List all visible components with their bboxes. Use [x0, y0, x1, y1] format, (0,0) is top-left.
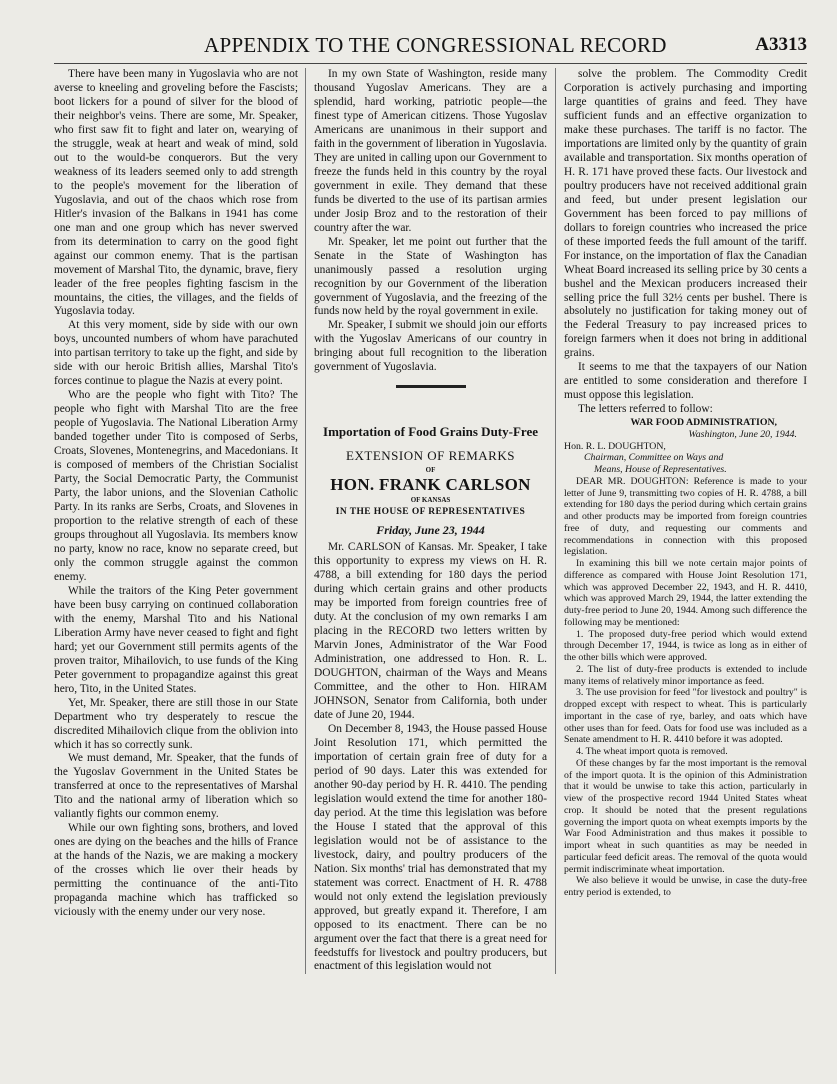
page-header: [54, 33, 807, 64]
section-date: Friday, June 23, 1944: [376, 522, 485, 537]
speaker-state: OF KANSAS: [410, 495, 451, 504]
paragraph: Mr. Speaker, I submit we should join our efforts with the Yugoslav Americans of our country in bringing about full recognition to the liberation government of Yugoslavia.: [313, 319, 548, 374]
letter-paragraph: In examining this bill we note certain major points of difference as compared with House Joint Resolution 171, which was approved December 22, 1943, and H. R. 4410, which was approved March 29, 1944, the latter extending the duty-free period to June 20, 1944. Among such difference the following may be mentioned:: [564, 558, 807, 628]
paragraph: There have been many in Yugoslavia who are not averse to kneeling and groveling before the Fascists; boot lickers for a pound of silver for the blood of their neighbor's veins. There are some, Mr. Speaker, who first saw fit to fight and later on, wearying of the struggle, weak at heart and weak of mind, sold out to the would-be conquerors. But the very weakness of its leaders seemed only to add strength to the people's movement for the liberation of Yugoslavia, and out of the chaos which rose from Hitler's invasion of the Balkans in 1941 has come one man and one group which has never swerved from its determination to carry on the good fight against our common enemy. That is the partisan movement of Marshal Tito, the dynamic, brave, fiery leader of the free peoples fighting fascism in the mountains, the cities, the villages, and the fields of Yugoslavia today.: [54, 68, 298, 318]
paragraph: At this very moment, side by side with our own boys, uncounted numbers of whom have parachuted into partisan territory to take up the fight, and side by side with our heroic British allies, Marshal Tito's forces continue to plague the Nazis at every point.: [54, 319, 298, 388]
letter-recipient-role: Chairman, Committee on Ways and: [584, 452, 724, 464]
paragraph: solve the problem. The Commodity Credit Corporation is actively purchasing and importing large quantities of grains and feed. They have sufficient funds and an effective organization to make these purchases. The tariff is no factor. The importations are limited only by the quantity of grain available and transportation. Six months operation of H. R. 171 have proved these facts. Our livestock and poultry producers have not received additional grain and feed, but under present legislation our Government has been forced to pay millions of dollars to foreign countries who increased the price of these imported feeds the full amount of the tariff. For instance, on the importation of flax the Canadian Wheat Board increased its selling price by 30 cents a bushel and the Mexican producers increased their selling price the full 32½ cents per bushel. There is absolutely no justification for taking money out of the Federal Treasury to pay increased prices to foreign farmers when it does not bring in additional grains.: [564, 68, 807, 360]
letter-org: WAR FOOD ADMINISTRATION,: [630, 417, 777, 429]
paragraph: It seems to me that the taxpayers of our Nation are entitled to some consideration and therefore I must oppose this legislation.: [564, 361, 807, 402]
extension-heading: EXTENSION OF REMARKS: [346, 448, 515, 464]
letter-dateline: Washington, June 20, 1944.: [688, 428, 797, 440]
paragraph: The letters referred to follow:: [578, 403, 713, 416]
letter-paragraph: 4. The wheat import quota is removed.: [576, 746, 728, 758]
letter-recipient-role: Means, House of Representatives.: [594, 464, 727, 476]
column-2: [305, 68, 556, 974]
chamber-heading: IN THE HOUSE OF REPRESENTATIVES: [335, 507, 526, 518]
paragraph: In my own State of Washington, reside many thousand Yugoslav Americans. They are a splendid, hard working, patriotic people—the finest type of American citizens. Those Yugoslav Americans are unanimous in their support and faith in the government of liberation in Yugoslavia. They are united in calling upon our Government to freeze the funds held in this country by the royal government in exile. They demand that these funds be diverted to the use of its partisan armies under Josip Broz and to the restoration of their country after the war.: [313, 68, 548, 234]
letter-paragraph: We also believe it would be unwise, in case the duty-free entry period is extended, to: [564, 875, 807, 899]
column-1: [54, 68, 305, 974]
paragraph: Mr. Speaker, let me point out further that the Senate in the State of Washington has unanimously passed a resolution urging recognition by our Government of the liberation government of Yugoslavia, and the freezing of the funds now held by the royal government in exile.: [313, 235, 548, 318]
letter-paragraph: 1. The proposed duty-free period which would extend through December 17, 1944, is twice as long as in either of the other bills which were approved.: [564, 628, 807, 664]
letter-paragraph: 3. The use provision for feed "for livestock and poultry" is dropped except with respect to wheat. This is particularly important in the case of rye, barley, and oats which have other uses than for feed. Oats for food use was included as a Senate amendment to H. R. 4410 before it was adopted.: [564, 687, 807, 746]
paragraph: We must demand, Mr. Speaker, that the funds of the Yugoslav Government in the United States be transferred at once to the representatives of Marshal Tito and the national army of liberation which so valiantly fights our common enemy.: [54, 752, 298, 821]
page-title: APPENDIX TO THE CONGRESSIONAL RECORD: [204, 33, 667, 57]
paragraph: Mr. CARLSON of Kansas. Mr. Speaker, I take this opportunity to express my views on H. R. 4788, a bill extending for 180 days the period during which certain grains and other products may be imported from foreign countries free of duty. At the conclusion of my own remarks I am placing in the RECORD two letters written by Marvin Jones, Administrator of the War Food Administration, one addressed to Hon. R. L. DOUGHTON, chairman of the Ways and Means Committee, and the other to Hon. HIRAM JOHNSON, Senator from California, both under date of June 20, 1944.: [313, 541, 548, 722]
section-title: Importation of Food Grains Duty-Free: [323, 424, 538, 440]
paragraph: While the traitors of the King Peter government have been busy carrying on continued collaboration with the enemy, Marshal Tito and his National Liberation Army have never ceased to fight and fight hard; yet our Government still permits agents of the proven traitor, Mihailovich, to use funds of the King Peter government to propagandize against this great hero, Tito, in the United States.: [54, 584, 298, 695]
page-number: A3313: [755, 34, 807, 55]
letter-paragraph: 2. The list of duty-free products is extended to include many items of relatively minor importance as feed.: [564, 663, 807, 687]
paragraph: Who are the people who fight with Tito? The people who fight with Marshal Tito are the free people of Yugoslavia. The National Liberation Army banded together under Tito is composed of Serbs, Croats, Slovenes, Montenegrins, and Macedonians. It is composed of members of the Christian Socialist Party, the Social Democratic Party, the Communist Party, the labor unions, and the Slovenian Catholic Party. In its ranks are Serbs, Croats, and Slovenes in proportion to the relative strength of each of these groups throughout all Yugoslavia. Its members know no party, know no race, know no separate creed, but only the common struggle against the common enemy.: [54, 389, 298, 583]
speaker-name: HON. FRANK CARLSON: [330, 474, 531, 494]
paragraph: While our own fighting sons, brothers, and loved ones are dying on the beaches and the hills of France at the hands of the Nazis, we are making a mockery of the crosses which lie over their heads by permitting the continuance of the anti-Tito propaganda machine which has trafficked so viciously with the enemy under our very nose.: [54, 822, 298, 919]
letter: [564, 417, 807, 899]
of-label: OF: [425, 466, 436, 475]
paragraph: On December 8, 1943, the House passed House Joint Resolution 171, which permitted the importation of certain grain free of duty for a period of 90 days. Later this was extended for another 90-day period by H. R. 4410. The pending legislation would extend the time for another 180-day period. At the time this legislation was before the House I stated that the approval of this legislation would not be of assistance to the livestock, dairy, and poultry producers of the Nation. Six months' trial has demonstrated that my statement was correct. Enactment of H. R. 4788 would not only extend the legislation previously approved, but greatly expand it. Therefore, I am opposed to its enactment. There can be no argument over the fact that there is a great need for feedstuffs for livestock and poultry producers, but enactment of this legislation would not: [313, 723, 548, 973]
letter-paragraph: Of these changes by far the most important is the removal of the import quota. It is the opinion of this Administration that it would be unwise to take this action, particularly in view of the prospective record 1944 United States wheat crop. It should be noted that the present regulations governing the import quota on wheat exempts imports by the War Food Administration and thus makes it possible to import wheat in such quantities as may be needed in particular feed deficit areas. The removal of the quota would permit indiscriminate wheat importation.: [564, 757, 807, 875]
column-3: [556, 68, 807, 974]
paragraph: Yet, Mr. Speaker, there are still those in our State Department who try desperately to rescue the discredited Mihailovich clique from the oblivion into which it has so correctly sunk.: [54, 696, 298, 751]
columns: [54, 68, 807, 974]
letter-paragraph: DEAR MR. DOUGHTON: Reference is made to your letter of June 9, transmitting two copies of H. R. 4788, a bill extending for 180 days the period during which certain grains and other products may be imported from foreign countries free of duty, and requesting our comments and recommendations in connection with this proposed legislation.: [564, 475, 807, 558]
section-divider: [396, 385, 466, 388]
letter-recipient: Hon. R. L. DOUGHTON,: [564, 440, 666, 452]
